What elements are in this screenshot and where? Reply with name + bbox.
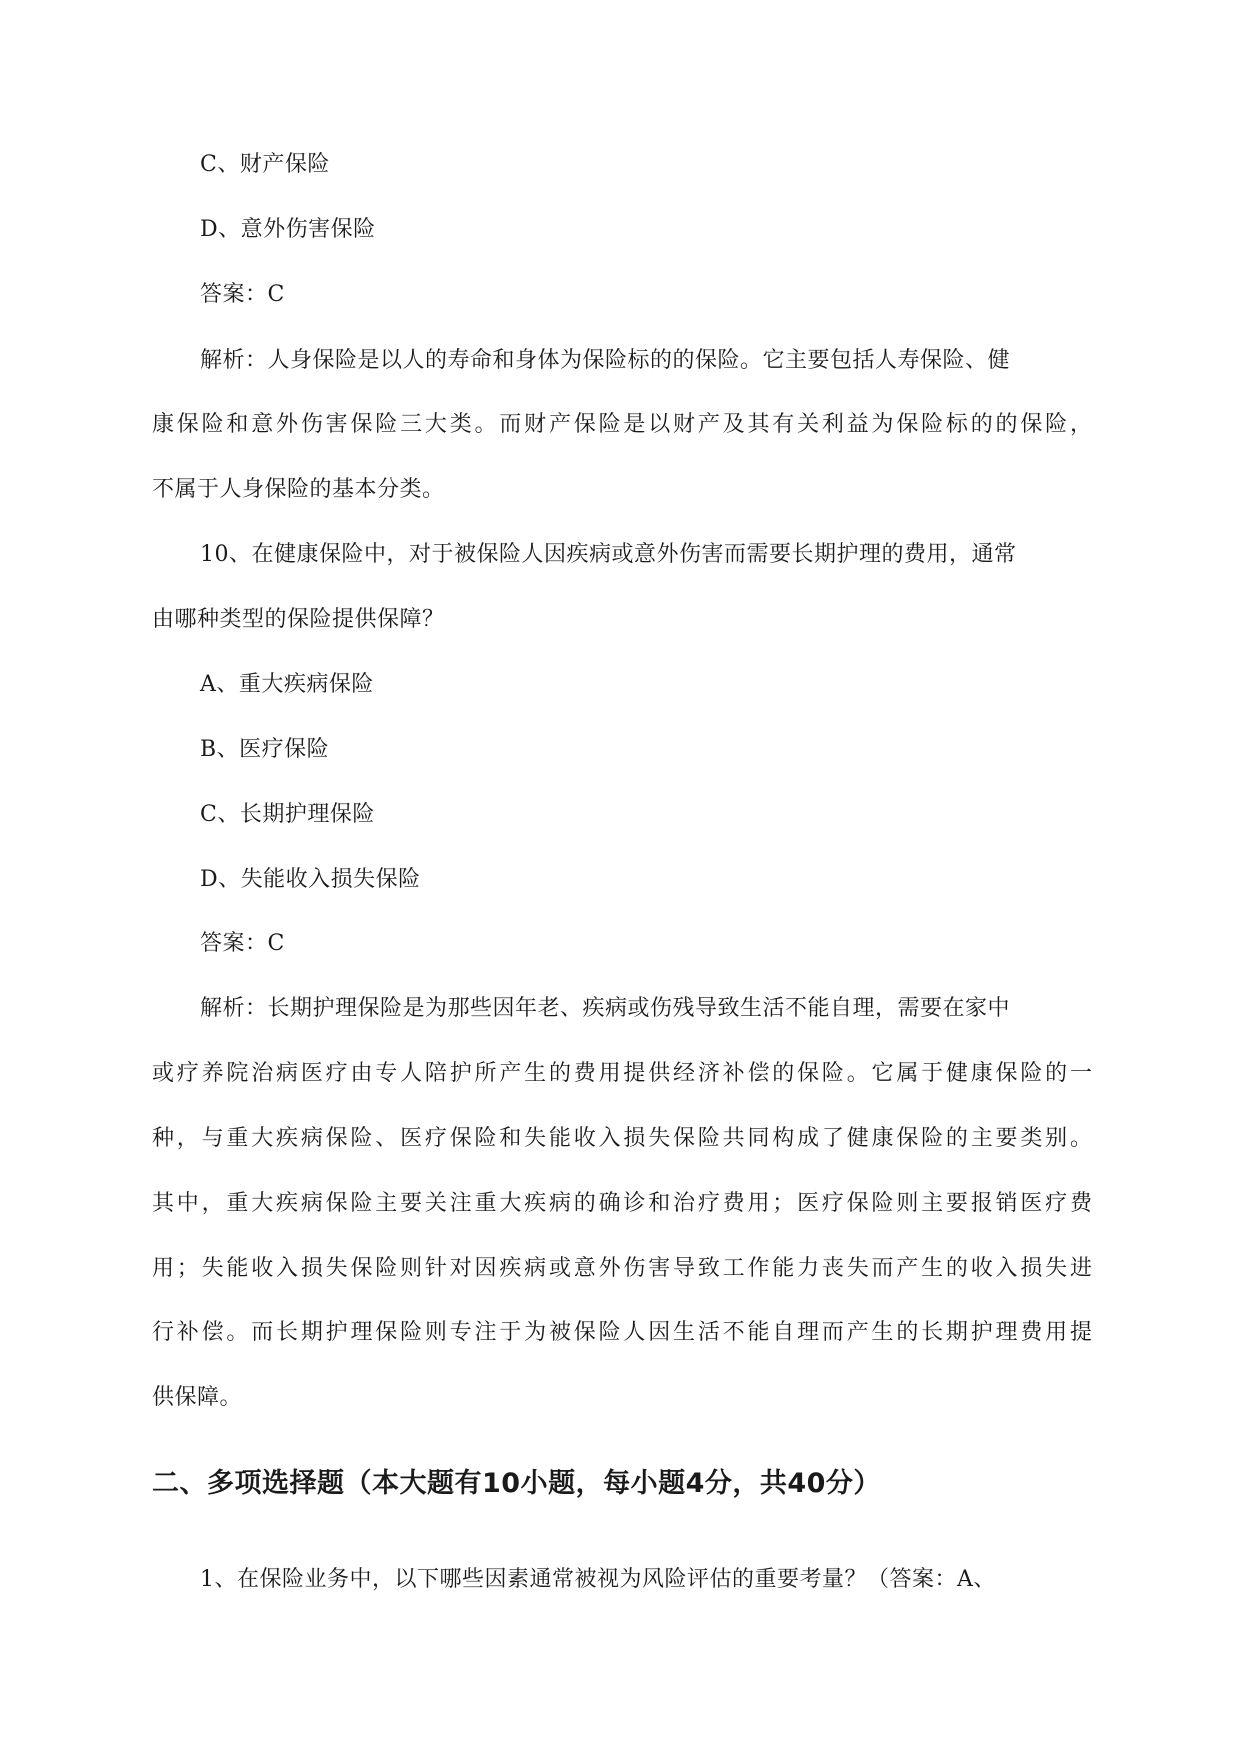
q10-explanation-line: 其中，重大疾病保险主要关注重大疾病的确诊和治疗费用；医疗保险则主要报销医疗费 bbox=[152, 1191, 1092, 1216]
q10-option-c: C、长期护理保险 bbox=[200, 802, 375, 827]
multi-q1-line: 1、在保险业务中，以下哪些因素通常被视为风险评估的重要考量？（答案：A、 bbox=[200, 1567, 996, 1592]
q10-option-b: B、医疗保险 bbox=[200, 737, 330, 762]
q9-answer: 答案：C bbox=[200, 282, 285, 307]
q10-explanation-line: 行补偿。而长期护理保险则专注于为被保险人因生活不能自理而产生的长期护理费用提 bbox=[152, 1320, 1092, 1345]
q9-option-c: C、财产保险 bbox=[200, 152, 330, 177]
q10-explanation-line: 解析：长期护理保险是为那些因年老、疾病或伤残导致生活不能自理，需要在家中 bbox=[200, 996, 1011, 1021]
q9-explanation-line: 康保险和意外伤害保险三大类。而财产保险是以财产及其有关利益为保险标的的保险， bbox=[152, 412, 1092, 437]
q10-answer: 答案：C bbox=[200, 931, 285, 956]
q10-question-line: 由哪种类型的保险提供保障？ bbox=[152, 607, 445, 632]
q10-explanation-line: 种，与重大疾病保险、医疗保险和失能收入损失保险共同构成了健康保险的主要类别。 bbox=[152, 1126, 1092, 1151]
q9-explanation-line: 不属于人身保险的基本分类。 bbox=[152, 477, 445, 502]
q10-explanation-line: 用；失能收入损失保险则针对因疾病或意外伤害导致工作能力丧失而产生的收入损失进 bbox=[152, 1256, 1092, 1281]
q10-option-a: A、重大疾病保险 bbox=[200, 672, 374, 697]
section-heading: 二、多项选择题（本大题有10小题，每小题4分，共40分） bbox=[152, 1468, 881, 1499]
q9-option-d: D、意外伤害保险 bbox=[200, 217, 376, 242]
q10-option-d: D、失能收入损失保险 bbox=[200, 867, 421, 892]
q10-question-line: 10、在健康保险中，对于被保险人因疾病或意外伤害而需要长期护理的费用，通常 bbox=[200, 542, 1017, 567]
q10-explanation-line: 供保障。 bbox=[152, 1385, 243, 1410]
q9-explanation-line: 解析：人身保险是以人的寿命和身体为保险标的的保险。它主要包括人寿保险、健 bbox=[200, 348, 1011, 373]
q10-explanation-line: 或疗养院治病医疗由专人陪护所产生的费用提供经济补偿的保险。它属于健康保险的一 bbox=[152, 1061, 1092, 1086]
